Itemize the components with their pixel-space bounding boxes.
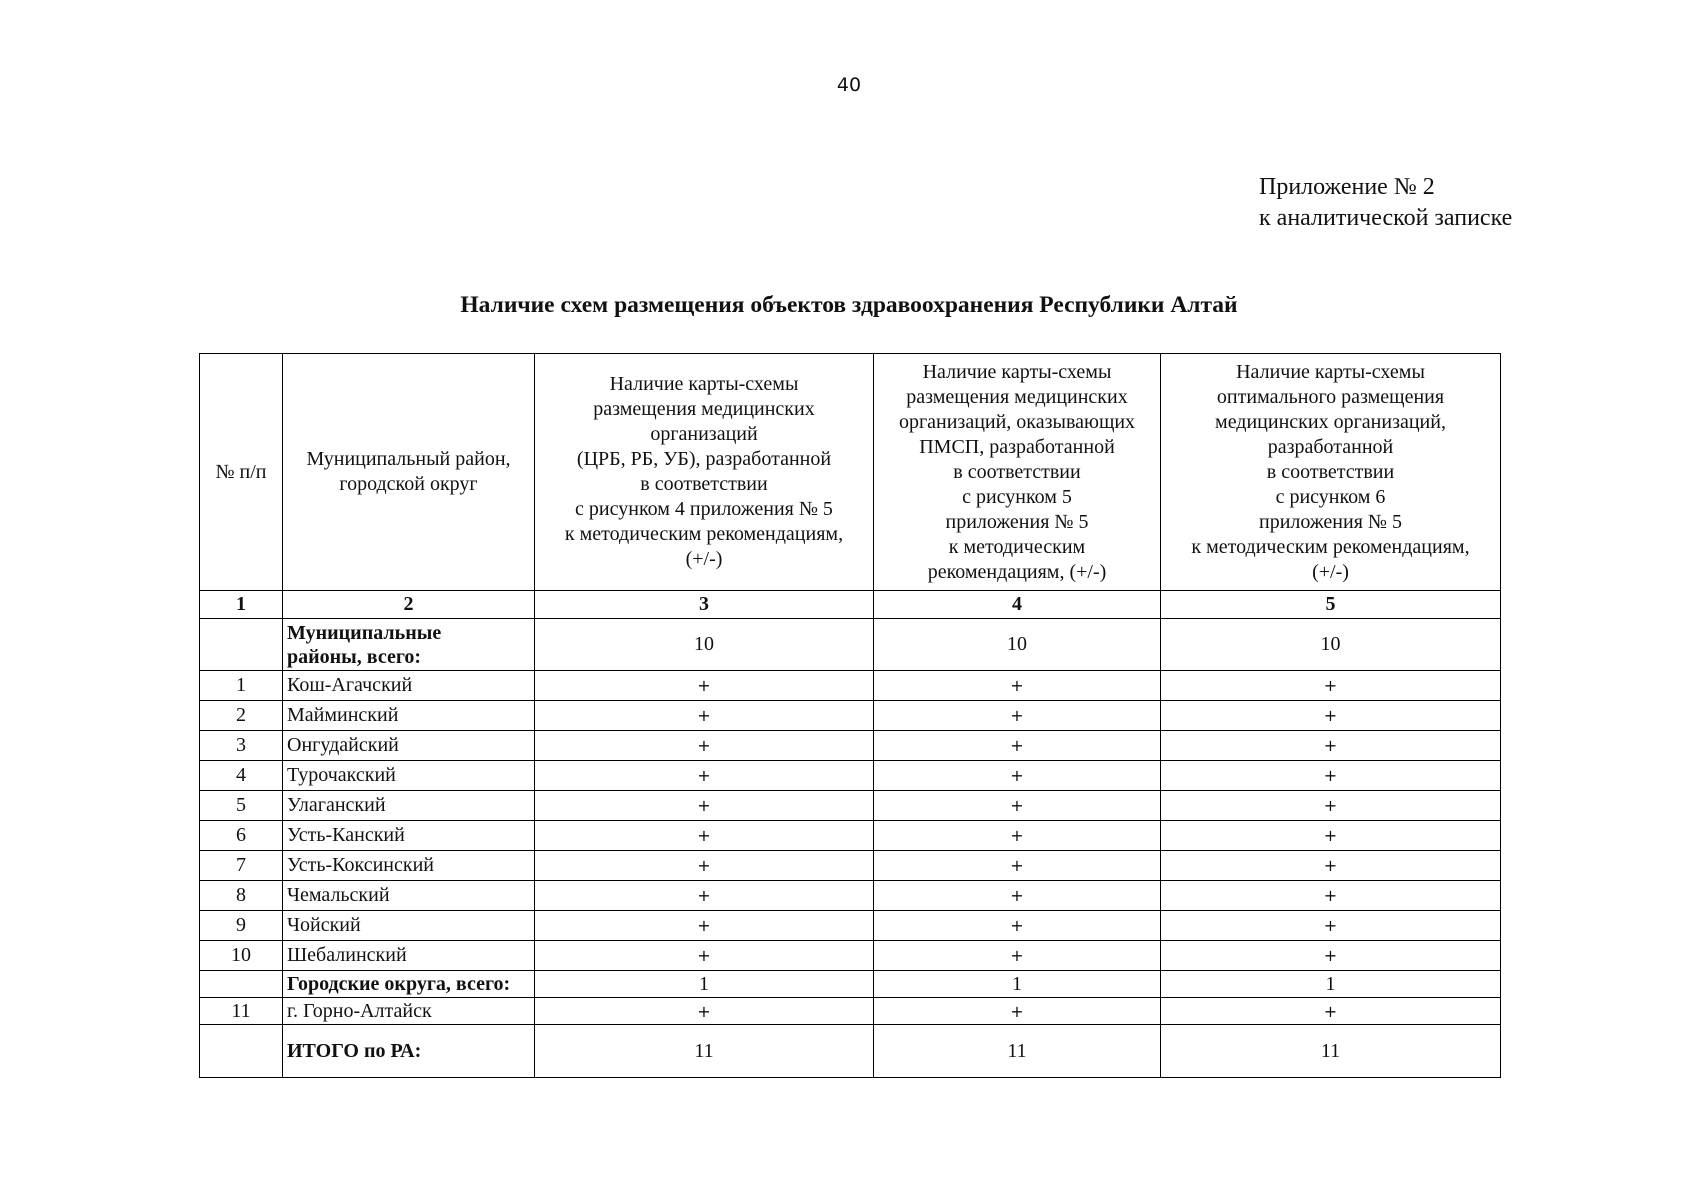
column-number: 5 bbox=[1161, 591, 1501, 619]
district-name: Майминский bbox=[283, 701, 535, 731]
table-row bbox=[200, 761, 1501, 791]
total-value: 11 bbox=[1161, 1025, 1501, 1078]
row-number: 7 bbox=[200, 851, 283, 881]
column-number: 3 bbox=[535, 591, 874, 619]
table-row bbox=[200, 911, 1501, 941]
district-name: Усть-Канский bbox=[283, 821, 535, 851]
column-number: 4 bbox=[874, 591, 1161, 619]
scheme-mark: + bbox=[874, 731, 1161, 761]
district-name: Онгудайский bbox=[283, 731, 535, 761]
label-line: Муниципальные bbox=[287, 621, 442, 644]
row-number: 10 bbox=[200, 941, 283, 971]
scheme-mark: + bbox=[535, 671, 874, 701]
scheme-mark: + bbox=[535, 998, 874, 1025]
header-line: Наличие карты-схемы bbox=[1236, 360, 1425, 383]
row-number bbox=[200, 971, 283, 998]
scheme-mark: + bbox=[874, 821, 1161, 851]
header-col4 bbox=[874, 354, 1161, 591]
row-number: 2 bbox=[200, 701, 283, 731]
table-row bbox=[200, 821, 1501, 851]
header-line: приложения № 5 bbox=[945, 510, 1089, 533]
header-line: размещения медицинских bbox=[906, 385, 1128, 408]
row-number: 3 bbox=[200, 731, 283, 761]
scheme-mark: + bbox=[1161, 911, 1501, 941]
total-value: 10 bbox=[535, 619, 874, 671]
header-col5 bbox=[1161, 354, 1501, 591]
table-row bbox=[200, 701, 1501, 731]
header-line: организаций, оказывающих bbox=[898, 410, 1136, 433]
scheme-mark: + bbox=[535, 941, 874, 971]
header-line: в соответствии bbox=[640, 473, 768, 495]
row-number bbox=[200, 1025, 283, 1078]
header-line: с рисунком 6 bbox=[1275, 485, 1386, 508]
header-line: к методическим рекомендациям, bbox=[1191, 535, 1470, 558]
scheme-mark: + bbox=[874, 671, 1161, 701]
district-name: Шебалинский bbox=[283, 941, 535, 971]
grand-total-label: ИТОГО по РА: bbox=[283, 1025, 535, 1078]
scheme-mark: + bbox=[1161, 821, 1501, 851]
table-row bbox=[200, 671, 1501, 701]
row-number: 4 bbox=[200, 761, 283, 791]
district-name: г. Горно-Алтайск bbox=[283, 998, 535, 1025]
row-number: 9 bbox=[200, 911, 283, 941]
scheme-mark: + bbox=[874, 761, 1161, 791]
header-line: в соответствии bbox=[1266, 460, 1395, 483]
scheme-mark: + bbox=[874, 881, 1161, 911]
scheme-mark: + bbox=[535, 791, 874, 821]
header-line: рекомендациям, (+/-) bbox=[927, 560, 1107, 583]
table-row bbox=[200, 998, 1501, 1025]
city-total-row bbox=[200, 971, 1501, 998]
scheme-mark: + bbox=[874, 701, 1161, 731]
district-name: Кош-Агачский bbox=[283, 671, 535, 701]
scheme-mark: + bbox=[1161, 881, 1501, 911]
header-line: оптимального размещения bbox=[1216, 385, 1445, 408]
table-header-row bbox=[200, 354, 1501, 591]
district-name: Турочакский bbox=[283, 761, 535, 791]
column-number: 1 bbox=[200, 591, 283, 619]
city-total-label: Городские округа, всего: bbox=[283, 971, 535, 998]
scheme-mark: + bbox=[535, 731, 874, 761]
table-row bbox=[200, 881, 1501, 911]
header-district bbox=[283, 354, 535, 591]
total-value: 11 bbox=[535, 1025, 874, 1078]
row-number bbox=[200, 619, 283, 671]
header-line: (+/-) bbox=[1312, 560, 1349, 583]
district-name: Чойский bbox=[283, 911, 535, 941]
column-number-row bbox=[200, 591, 1501, 619]
district-name: Усть-Коксинский bbox=[283, 851, 535, 881]
scheme-mark: + bbox=[1161, 791, 1501, 821]
scheme-mark: + bbox=[1161, 761, 1501, 791]
label-line: районы, всего: bbox=[287, 645, 422, 668]
row-number: 8 bbox=[200, 881, 283, 911]
column-number: 2 bbox=[283, 591, 535, 619]
scheme-mark: + bbox=[874, 791, 1161, 821]
appendix-line-2: к аналитической записке bbox=[1259, 205, 1513, 231]
municipal-total-row bbox=[200, 619, 1501, 671]
total-value: 1 bbox=[874, 971, 1161, 998]
scheme-mark: + bbox=[535, 761, 874, 791]
header-line: ПМСП, разработанной bbox=[919, 435, 1115, 458]
document-title: Наличие схем размещения объектов здравоохранения Республики Алтай bbox=[460, 292, 1238, 318]
header-line: (ЦРБ, РБ, УБ), разработанной bbox=[576, 448, 832, 470]
scheme-mark: + bbox=[535, 851, 874, 881]
district-name: Чемальский bbox=[283, 881, 535, 911]
total-value: 10 bbox=[874, 619, 1161, 671]
scheme-mark: + bbox=[874, 998, 1161, 1025]
scheme-mark: + bbox=[535, 821, 874, 851]
appendix-note bbox=[1259, 172, 1512, 234]
header-line: организаций bbox=[650, 423, 758, 445]
header-district-line: городской округ bbox=[339, 473, 478, 495]
scheme-mark: + bbox=[1161, 998, 1501, 1025]
table-row bbox=[200, 731, 1501, 761]
scheme-mark: + bbox=[1161, 671, 1501, 701]
row-number: 6 bbox=[200, 821, 283, 851]
page-number: 40 bbox=[836, 74, 862, 96]
header-line: приложения № 5 bbox=[1258, 510, 1402, 533]
header-line: Наличие карты-схемы bbox=[922, 360, 1112, 383]
healthcare-schemes-table bbox=[199, 353, 1501, 1078]
header-line: к методическим bbox=[948, 535, 1086, 558]
scheme-mark: + bbox=[535, 881, 874, 911]
table-row bbox=[200, 791, 1501, 821]
appendix-line-1: Приложение № 2 bbox=[1259, 174, 1435, 200]
scheme-mark: + bbox=[1161, 941, 1501, 971]
header-line: с рисунком 5 bbox=[962, 485, 1072, 508]
total-value: 10 bbox=[1161, 619, 1501, 671]
header-line: с рисунком 4 приложения № 5 bbox=[575, 498, 833, 520]
scheme-mark: + bbox=[874, 911, 1161, 941]
header-line: размещения медицинских bbox=[593, 398, 815, 420]
district-name: Улаганский bbox=[283, 791, 535, 821]
row-number: 5 bbox=[200, 791, 283, 821]
scheme-mark: + bbox=[1161, 731, 1501, 761]
header-line: медицинских организаций, bbox=[1215, 410, 1446, 433]
table-row bbox=[200, 941, 1501, 971]
header-district-line: Муниципальный район, bbox=[306, 448, 511, 470]
table-row bbox=[200, 851, 1501, 881]
total-value: 1 bbox=[535, 971, 874, 998]
scheme-mark: + bbox=[874, 941, 1161, 971]
scheme-mark: + bbox=[1161, 851, 1501, 881]
scheme-mark: + bbox=[535, 701, 874, 731]
header-line: в соответствии bbox=[953, 460, 1081, 483]
scheme-mark: + bbox=[535, 911, 874, 941]
grand-total-row bbox=[200, 1025, 1501, 1078]
header-line: Наличие карты-схемы bbox=[609, 373, 799, 395]
header-col3 bbox=[535, 354, 874, 591]
row-number: 11 bbox=[200, 998, 283, 1025]
header-line: разработанной bbox=[1267, 435, 1394, 458]
municipal-total-label bbox=[283, 619, 535, 671]
scheme-mark: + bbox=[1161, 701, 1501, 731]
header-number: № п/п bbox=[200, 354, 283, 591]
total-value: 1 bbox=[1161, 971, 1501, 998]
scheme-mark: + bbox=[874, 851, 1161, 881]
total-value: 11 bbox=[874, 1025, 1161, 1078]
row-number: 1 bbox=[200, 671, 283, 701]
header-line: к методическим рекомендациям, bbox=[564, 523, 844, 545]
header-line: (+/-) bbox=[685, 548, 723, 570]
